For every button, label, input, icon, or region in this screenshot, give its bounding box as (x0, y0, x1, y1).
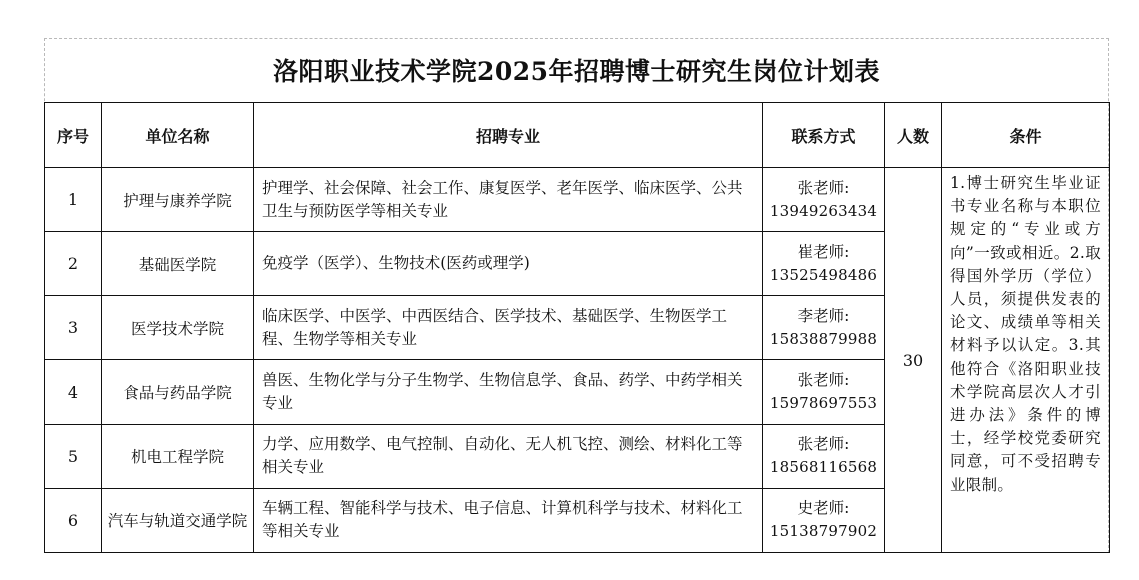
contact-name: 李老师: (797, 306, 850, 325)
page-title: 洛阳职业技术学院2025年招聘博士研究生岗位计划表 (272, 57, 881, 86)
contact-phone: 15978697553 (769, 394, 878, 413)
row-contact (763, 424, 885, 488)
table-row (45, 168, 1110, 232)
row-index: 1 (45, 168, 102, 232)
recruitment-sheet (44, 38, 1109, 553)
contact-name: 张老师: (797, 435, 850, 454)
row-contact (763, 168, 885, 232)
row-major: 护理学、社会保障、社会工作、康复医学、老年医学、临床医学、公共卫生与预防医学等相关专业 (254, 168, 763, 232)
contact-name: 张老师: (797, 371, 850, 390)
row-index: 2 (45, 232, 102, 296)
row-index: 4 (45, 360, 102, 424)
row-unit: 汽车与轨道交通学院 (102, 488, 254, 552)
contact-phone: 15838879988 (769, 329, 878, 348)
row-index: 6 (45, 488, 102, 552)
row-major: 免疫学（医学）、生物技术(医药或理学) (254, 232, 763, 296)
row-contact (763, 360, 885, 424)
row-major: 力学、应用数学、电气控制、自动化、无人机飞控、测绘、材料化工等相关专业 (254, 424, 763, 488)
condition-cell: 1.博士研究生毕业证书专业名称与本职位规定的“专业或方向”一致或相近。2.取得国外学历（学位）人员，须提供发表的论文、成绩单等相关材料予以认定。3.其他符合《洛阳职业技术学院高层次人才引进办法》条件的博士，经学校党委研究同意，可不受招聘专业限制。 (942, 168, 1110, 553)
row-unit: 基础医学院 (102, 232, 254, 296)
contact-phone: 15138797902 (769, 522, 878, 541)
contact-name: 崔老师: (797, 242, 850, 261)
contact-phone: 13525498486 (769, 265, 878, 284)
header-major: 招聘专业 (254, 103, 763, 168)
positions-table (44, 102, 1110, 553)
row-major: 车辆工程、智能科学与技术、电子信息、计算机科学与技术、材料化工等相关专业 (254, 488, 763, 552)
header-index: 序号 (45, 103, 102, 168)
table-header-row (45, 103, 1110, 168)
header-unit: 单位名称 (102, 103, 254, 168)
row-unit: 护理与康养学院 (102, 168, 254, 232)
row-major: 兽医、生物化学与分子生物学、生物信息学、食品、药学、中药学相关专业 (254, 360, 763, 424)
row-contact (763, 488, 885, 552)
row-contact (763, 296, 885, 360)
contact-name: 张老师: (797, 178, 850, 197)
row-unit: 机电工程学院 (102, 424, 254, 488)
headcount-cell: 30 (885, 168, 942, 553)
row-index: 5 (45, 424, 102, 488)
row-contact (763, 232, 885, 296)
contact-phone: 18568116568 (769, 458, 878, 477)
row-unit: 医学技术学院 (102, 296, 254, 360)
header-count: 人数 (885, 103, 942, 168)
row-index: 3 (45, 296, 102, 360)
contact-name: 史老师: (797, 499, 850, 518)
header-contact: 联系方式 (763, 103, 885, 168)
row-unit: 食品与药品学院 (102, 360, 254, 424)
contact-phone: 13949263434 (769, 201, 878, 220)
header-condition: 条件 (942, 103, 1110, 168)
row-major: 临床医学、中医学、中西医结合、医学技术、基础医学、生物医学工程、生物学等相关专业 (254, 296, 763, 360)
